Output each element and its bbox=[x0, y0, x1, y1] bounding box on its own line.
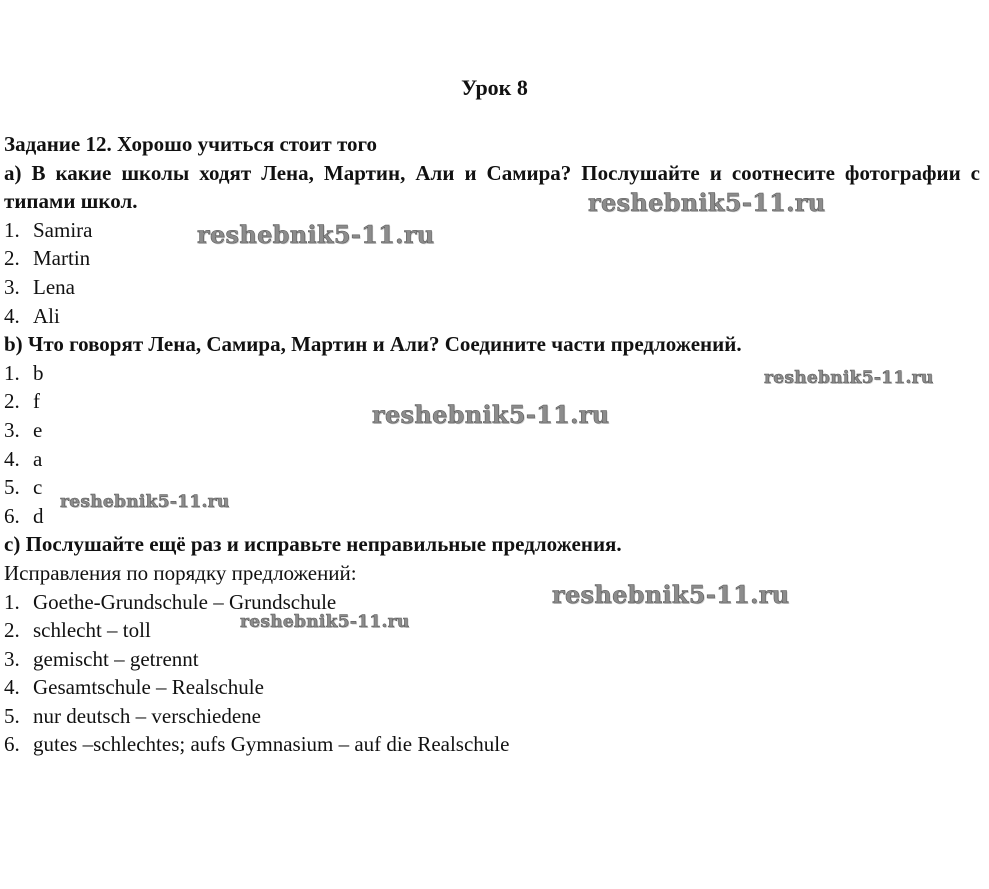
item-number: 4. bbox=[4, 446, 20, 471]
item-number: 3. bbox=[4, 274, 20, 299]
list-item bbox=[4, 216, 980, 245]
item-number: 1. bbox=[4, 360, 20, 385]
item-number: 5. bbox=[4, 703, 20, 728]
list-item bbox=[4, 473, 980, 502]
watermark: reshebnik5-11.ru bbox=[588, 188, 826, 217]
part-c-intro: Исправления по порядку предложений: bbox=[4, 560, 357, 585]
item-text: f bbox=[33, 389, 40, 414]
watermark: reshebnik5-11.ru bbox=[372, 400, 610, 429]
item-number: 4. bbox=[4, 303, 20, 328]
item-text: Gesamtschule – Realschule bbox=[33, 675, 264, 700]
part-b-question: b) Что говорят Лена, Самира, Мартин и Али? Соедините части предложений. bbox=[4, 332, 742, 357]
watermark: reshebnik5-11.ru bbox=[60, 492, 230, 512]
part-a-question: а) В какие школы ходят Лена, Мартин, Али и Самира? Послушайте и соотнесите фотографии с типами школ. bbox=[4, 160, 980, 214]
part-b-list bbox=[4, 359, 980, 531]
item-text: b bbox=[33, 360, 44, 385]
item-number: 6. bbox=[4, 503, 20, 528]
item-number: 3. bbox=[4, 417, 20, 442]
item-text: Goethe-Grundschule – Grundschule bbox=[33, 589, 337, 614]
item-text: gutes –schlechtes; aufs Gymnasium – auf die Realschule bbox=[33, 732, 510, 757]
part-c-question: c) Послушайте ещё раз и исправьте неправильные предложения. bbox=[4, 532, 622, 557]
item-text: Lena bbox=[33, 274, 75, 299]
watermark: reshebnik5-11.ru bbox=[197, 220, 435, 249]
list-item bbox=[4, 588, 980, 617]
item-text: a bbox=[33, 446, 43, 471]
item-text: c bbox=[33, 475, 43, 500]
task-content bbox=[4, 130, 980, 759]
list-item bbox=[4, 302, 980, 331]
part-c-list bbox=[4, 588, 980, 760]
list-item bbox=[4, 702, 980, 731]
list-item bbox=[4, 445, 980, 474]
list-item bbox=[4, 673, 980, 702]
item-number: 3. bbox=[4, 646, 20, 671]
list-item bbox=[4, 387, 980, 416]
item-number: 5. bbox=[4, 475, 20, 500]
item-number: 2. bbox=[4, 246, 20, 271]
item-text: Ali bbox=[33, 303, 60, 328]
item-text: e bbox=[33, 417, 43, 442]
item-text: Martin bbox=[33, 246, 91, 271]
item-number: 1. bbox=[4, 217, 20, 242]
item-number: 4. bbox=[4, 675, 20, 700]
page-title: Урок 8 bbox=[461, 75, 528, 100]
list-item bbox=[4, 616, 980, 645]
item-number: 6. bbox=[4, 732, 20, 757]
item-number: 1. bbox=[4, 589, 20, 614]
list-item bbox=[4, 645, 980, 674]
item-text: gemischt – getrennt bbox=[33, 646, 199, 671]
item-text: Samira bbox=[33, 217, 93, 242]
list-item bbox=[4, 416, 980, 445]
list-item bbox=[4, 244, 980, 273]
watermark: reshebnik5-11.ru bbox=[552, 580, 790, 609]
item-text: nur deutsch – verschiedene bbox=[33, 703, 261, 728]
list-item bbox=[4, 730, 980, 759]
item-number: 2. bbox=[4, 618, 20, 643]
list-item bbox=[4, 502, 980, 531]
list-item bbox=[4, 273, 980, 302]
part-a-list bbox=[4, 216, 980, 330]
watermark: reshebnik5-11.ru bbox=[764, 368, 934, 388]
item-number: 2. bbox=[4, 389, 20, 414]
task-heading: Задание 12. Хорошо учиться стоит того bbox=[4, 132, 378, 156]
watermark: reshebnik5-11.ru bbox=[240, 612, 410, 632]
item-text: schlecht – toll bbox=[33, 618, 151, 643]
list-item bbox=[4, 359, 980, 388]
item-text: d bbox=[33, 503, 44, 528]
